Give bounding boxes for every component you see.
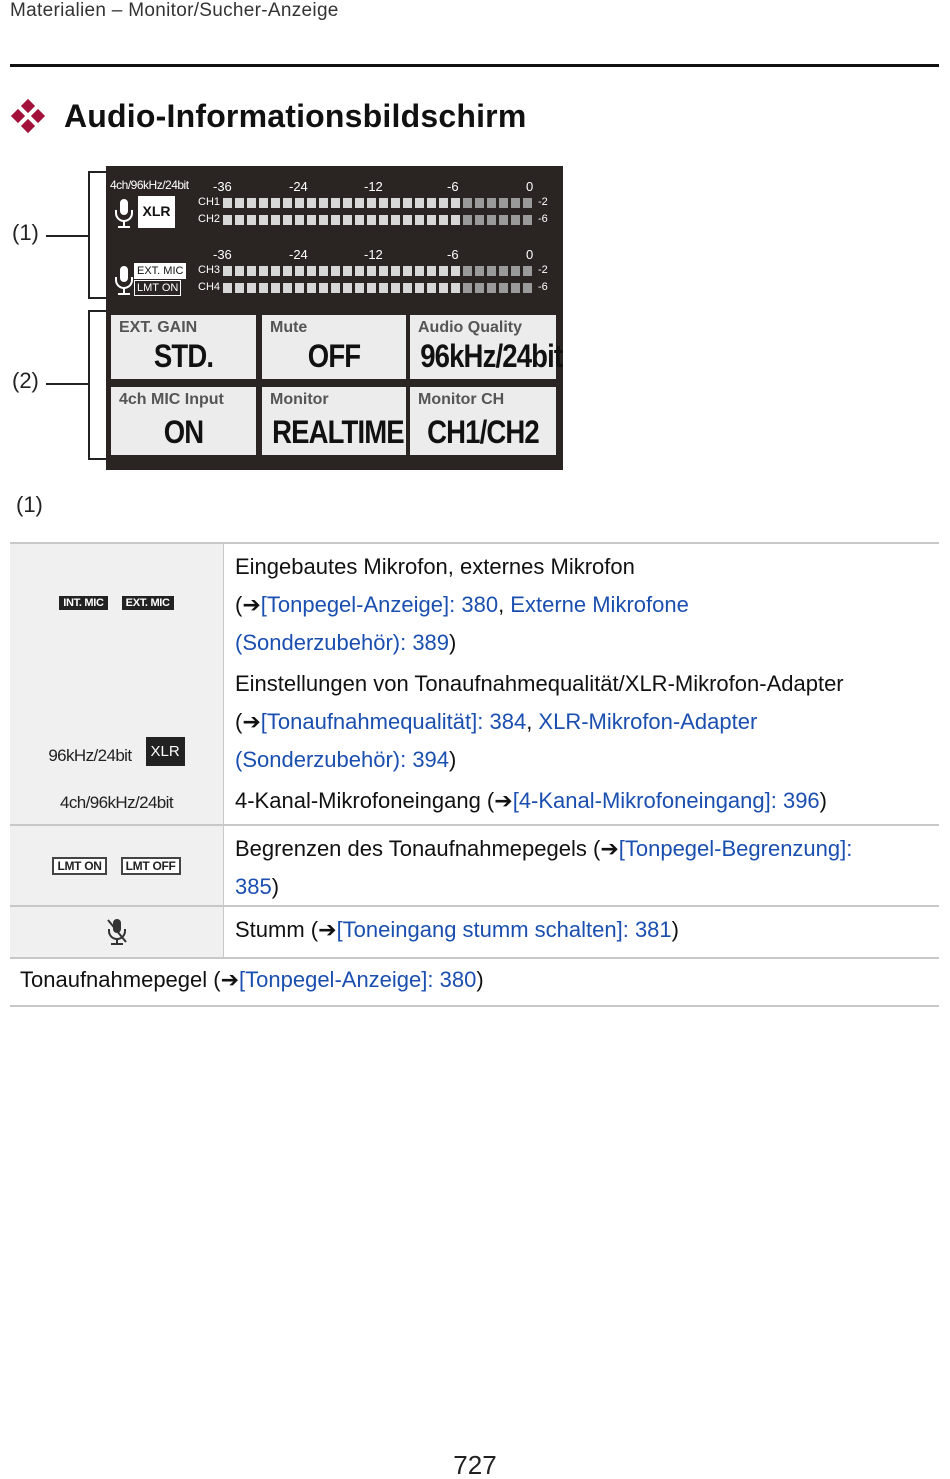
paren: ) [449, 747, 457, 772]
tile-label: 4ch MIC Input [119, 391, 224, 408]
link-externe-mikrofone[interactable]: Externe Mikrofone [510, 592, 689, 617]
paren: ) [671, 917, 679, 942]
meter-segment [463, 198, 472, 208]
meter-segment [403, 283, 412, 293]
meter-segment [439, 198, 448, 208]
format-label: 4ch/96kHz/24bit [110, 178, 189, 192]
meter-segment [331, 198, 340, 208]
level-meter-ch2 [223, 215, 532, 225]
arrow-right-icon: ➔ [242, 592, 261, 617]
meter-segment [511, 283, 520, 293]
link-tonpegel-begrenzung-cont[interactable]: 385 [235, 874, 272, 899]
link-xlr-adapter[interactable]: XLR-Mikrofon-Adapter [538, 709, 758, 734]
table-row [10, 905, 939, 957]
meter-segment [259, 198, 268, 208]
meter-segment [331, 283, 340, 293]
link-toneingang-stumm[interactable]: [Toneingang stumm schalten]: 381 [336, 917, 672, 942]
meter-segment [427, 283, 436, 293]
channel-label: CH3 [198, 264, 221, 276]
callout-1-line [46, 235, 88, 237]
link-tonpegel-begrenzung[interactable]: [Tonpegel-Begrenzung]: [618, 836, 853, 861]
channel-label: CH4 [198, 281, 221, 293]
page-title: Audio-Informationsbildschirm [64, 98, 527, 134]
meter-segment [475, 215, 484, 225]
separator: , [498, 592, 511, 617]
tile-ext-gain [111, 315, 256, 379]
meter-segment [295, 283, 304, 293]
header-divider [10, 64, 939, 67]
table-row [10, 782, 939, 824]
meter-segment [307, 215, 316, 225]
meter-segment [499, 266, 508, 276]
meter-segment [259, 283, 268, 293]
paren: ) [476, 967, 484, 992]
meter-segment [235, 283, 244, 293]
scale-tick: -24 [289, 247, 308, 262]
meter-segment [415, 266, 424, 276]
meter-segment [343, 215, 352, 225]
meter-segment [427, 215, 436, 225]
table-row [10, 661, 939, 782]
meter-segment [307, 266, 316, 276]
level-meter-ch1 [223, 198, 532, 208]
icon-cell [10, 826, 224, 905]
meter-segment [223, 283, 232, 293]
meter-segment [307, 283, 316, 293]
meter-segment [247, 266, 256, 276]
arrow-right-icon: ➔ [242, 709, 261, 734]
paren: ( [235, 709, 243, 734]
meter-segment [367, 266, 376, 276]
ext-mic-indicator: EXT. MIC [134, 263, 186, 279]
meter-segment [487, 215, 496, 225]
meter-segment [235, 215, 244, 225]
link-externe-mikrofone-cont[interactable]: (Sonderzubehör): 389 [235, 630, 450, 655]
tile-label: Monitor CH [418, 391, 505, 408]
meter-segment [223, 215, 232, 225]
meter-segment [319, 283, 328, 293]
meter-segment [475, 266, 484, 276]
arrow-right-icon: ➔ [494, 788, 513, 813]
mic-icon [114, 198, 134, 230]
meter-segment [415, 283, 424, 293]
meter-segment [379, 266, 388, 276]
meter-segment [295, 198, 304, 208]
db-readout: -2 [538, 264, 548, 276]
db-readout: -2 [538, 196, 548, 208]
meter-segment [511, 266, 520, 276]
mic-muted-icon [107, 918, 127, 946]
meter-segment [403, 215, 412, 225]
meter-segment [379, 283, 388, 293]
meter-segment [523, 266, 532, 276]
tile-audio-quality [410, 315, 563, 379]
meter-segment [379, 198, 388, 208]
meter-segment [343, 266, 352, 276]
tile-4ch-mic-input [111, 387, 256, 455]
meter-segment [259, 266, 268, 276]
meter-segment [475, 198, 484, 208]
tile-value: 96kHz/24bit [420, 338, 563, 374]
meter-segment [391, 215, 400, 225]
meter-segment [319, 266, 328, 276]
meter-segment [523, 215, 532, 225]
scale-tick: -24 [289, 179, 308, 194]
row-text: Tonaufnahmepegel ( [20, 967, 221, 992]
scale-tick: -36 [213, 179, 232, 194]
tile-monitor [262, 387, 406, 455]
arrow-right-icon: ➔ [600, 836, 619, 861]
row-text: Begrenzen des Tonaufnahmepegels ( [235, 836, 601, 861]
meter-segment [343, 198, 352, 208]
meter-segment [259, 215, 268, 225]
limiter-off-icon: LMT OFF [121, 857, 181, 875]
link-tonaufnahmequalitaet[interactable]: [Tonaufnahmequalität]: 384 [260, 709, 527, 734]
limiter-on-icon: LMT ON [52, 857, 106, 875]
meter-segment [223, 198, 232, 208]
tile-monitor-ch [410, 387, 556, 455]
meter-segment [523, 283, 532, 293]
meter-segment [355, 283, 364, 293]
meter-segment [343, 283, 352, 293]
scale-tick: -12 [364, 247, 383, 262]
arrow-right-icon: ➔ [318, 917, 337, 942]
arrow-right-icon: ➔ [220, 967, 240, 992]
level-meter-ch4 [223, 283, 532, 293]
scale-tick: 0 [526, 179, 534, 194]
meter-segment [223, 266, 232, 276]
description-cell [224, 782, 939, 824]
meter-segment [247, 215, 256, 225]
meter-segment [451, 283, 460, 293]
table-row [10, 824, 939, 905]
meter-segment [271, 198, 280, 208]
tile-mute [262, 315, 406, 379]
tile-value: ON [163, 414, 204, 450]
meter-segment [451, 215, 460, 225]
tile-value: CH1/CH2 [427, 414, 539, 450]
meter-segment [367, 198, 376, 208]
description-cell [224, 826, 939, 905]
icon-cell [10, 661, 224, 782]
meter-segment [523, 198, 532, 208]
meter-segment [283, 266, 292, 276]
meter-segment [415, 215, 424, 225]
row-text: 4-Kanal-Mikrofoneingang ( [235, 788, 495, 813]
tile-value: OFF [307, 338, 361, 374]
callout-1: (1) [12, 220, 39, 245]
meter-segment [463, 215, 472, 225]
icon-cell [10, 907, 224, 957]
meter-segment [283, 215, 292, 225]
meter-segment [427, 266, 436, 276]
tile-label: Mute [270, 319, 308, 336]
meter-segment [403, 266, 412, 276]
meter-segment [439, 215, 448, 225]
separator: , [526, 709, 539, 734]
breadcrumb: Materialien – Monitor/Sucher-Anzeige [10, 0, 339, 21]
sub-callout-1: (1) [16, 492, 43, 517]
meter-segment [439, 266, 448, 276]
section-heading [10, 98, 527, 135]
tile-label: EXT. GAIN [119, 319, 198, 336]
int-mic-icon: INT. MIC [59, 596, 107, 610]
meter-segment [235, 198, 244, 208]
scale-tick: -6 [447, 179, 459, 194]
limiter-on-indicator: LMT ON [134, 280, 181, 296]
callout-2: (2) [12, 368, 39, 393]
meter-segment [463, 283, 472, 293]
meter-segment [271, 215, 280, 225]
meter-segment [235, 266, 244, 276]
meter-segment [391, 283, 400, 293]
audio-info-screen [106, 166, 563, 470]
meter-segment [247, 198, 256, 208]
meter-segment [283, 283, 292, 293]
meter-segment [271, 266, 280, 276]
meter-segment [355, 215, 364, 225]
tile-label: Audio Quality [418, 319, 522, 336]
ext-mic-icon: EXT. MIC [122, 596, 174, 610]
tile-value: REALTIME [272, 414, 404, 450]
paren: ) [449, 630, 457, 655]
meter-segment [331, 266, 340, 276]
meter-segment [379, 215, 388, 225]
scale-tick: 0 [526, 247, 534, 262]
audio-quality-icon: 96kHz/24bit [48, 746, 132, 765]
meter-segment [451, 198, 460, 208]
tile-value: STD. [153, 338, 214, 374]
meter-segment [487, 198, 496, 208]
xlr-icon: XLR [146, 737, 185, 766]
meter-segment [487, 266, 496, 276]
link-tonpegel-anzeige[interactable]: [Tonpegel-Anzeige]: 380 [260, 592, 499, 617]
icon-cell [10, 544, 224, 661]
meter-segment [439, 283, 448, 293]
meter-segment [319, 215, 328, 225]
description-cell [224, 907, 939, 957]
paren: ) [271, 874, 280, 899]
callout-2-bracket [88, 310, 108, 460]
meter-segment [511, 215, 520, 225]
meter-segment [511, 198, 520, 208]
meter-segment [499, 215, 508, 225]
table-row [10, 542, 939, 661]
meter-segment [463, 266, 472, 276]
meter-segment [331, 215, 340, 225]
meter-segment [451, 266, 460, 276]
icon-cell [10, 782, 224, 824]
meter-segment [295, 266, 304, 276]
scale-tick: -12 [364, 179, 383, 194]
row-text: Stumm ( [235, 917, 319, 942]
tile-label: Monitor [270, 391, 329, 408]
meter-segment [427, 198, 436, 208]
meter-segment [499, 198, 508, 208]
paren: ) [819, 788, 827, 813]
scale-tick: -36 [213, 247, 232, 262]
icon-table [10, 542, 939, 1007]
description-cell [224, 661, 939, 782]
meter-segment [355, 198, 364, 208]
meter-segment [283, 198, 292, 208]
meter-segment [271, 283, 280, 293]
row-text: Eingebautes Mikrofon, externes Mikrofon [235, 554, 635, 579]
mic-icon [114, 265, 134, 297]
meter-segment [391, 198, 400, 208]
db-readout: -6 [538, 281, 548, 293]
diamond-bullet-icon [10, 99, 46, 135]
meter-segment [355, 266, 364, 276]
channel-label: CH1 [198, 196, 221, 208]
meter-segment [247, 283, 256, 293]
channel-label: CH2 [198, 213, 221, 225]
link-tonpegel-anzeige-2[interactable]: [Tonpegel-Anzeige]: 380 [239, 967, 477, 992]
meter-segment [487, 283, 496, 293]
link-4-kanal[interactable]: [4-Kanal-Mikrofoneingang]: 396 [512, 788, 820, 813]
4ch-format-icon: 4ch/96kHz/24bit [60, 793, 173, 812]
meter-segment [415, 198, 424, 208]
meter-segment [319, 198, 328, 208]
scale-tick: -6 [447, 247, 459, 262]
meter-segment [475, 283, 484, 293]
meter-segment [499, 283, 508, 293]
description-cell [224, 544, 939, 661]
callout-1-bracket [88, 171, 108, 299]
db-readout: -6 [538, 213, 548, 225]
callout-2-line [46, 383, 88, 385]
paren: ( [235, 592, 243, 617]
meter-segment [403, 198, 412, 208]
meter-segment [367, 283, 376, 293]
meter-segment [391, 266, 400, 276]
meter-segment [295, 215, 304, 225]
table-row-full [10, 957, 939, 1007]
link-xlr-adapter-cont[interactable]: (Sonderzubehör): 394 [235, 747, 450, 772]
row-text: Einstellungen von Tonaufnahmequalität/XLR-Mikrofon-Adapter [235, 671, 844, 696]
meter-segment [367, 215, 376, 225]
meter-segment [307, 198, 316, 208]
page-number: 727 [453, 1450, 497, 1479]
xlr-indicator: XLR [138, 196, 175, 228]
level-meter-ch3 [223, 266, 532, 276]
